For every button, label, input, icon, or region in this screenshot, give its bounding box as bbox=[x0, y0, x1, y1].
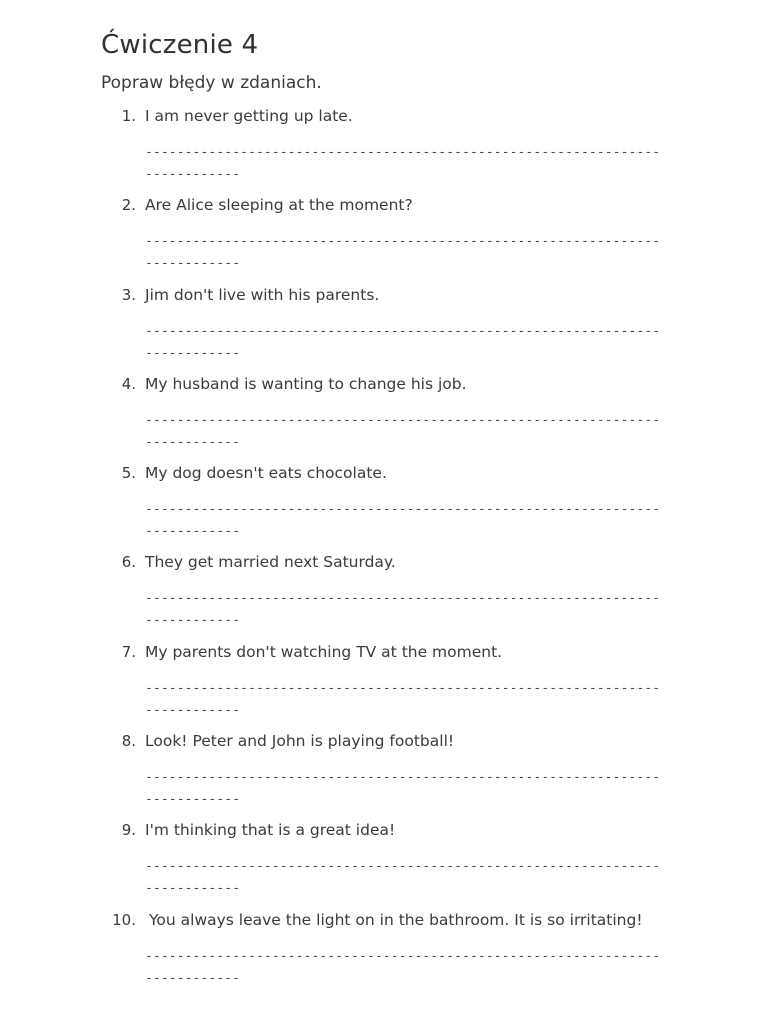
item-sentence: Are Alice sleeping at the moment? bbox=[145, 196, 413, 215]
exercise-item-8 bbox=[0, 729, 768, 818]
answer-line: ----------------------------------------------------------------------------- bbox=[145, 323, 661, 361]
item-sentence: My parents don't watching TV at the moment. bbox=[145, 642, 503, 661]
answer-line: ----------------------------------------------------------------------------- bbox=[145, 412, 661, 450]
item-number: 10. bbox=[112, 910, 136, 929]
item-sentence: My dog doesn't eats chocolate. bbox=[145, 464, 387, 483]
exercise-item-9 bbox=[0, 818, 768, 907]
exercise-item-5 bbox=[0, 461, 768, 550]
answer-line: ----------------------------------------------------------------------------- bbox=[145, 770, 661, 808]
item-number: 8. bbox=[121, 732, 136, 751]
item-sentence: You always leave the light on in the bathroom. It is so irritating! bbox=[149, 910, 643, 929]
item-sentence: Jim don't live with his parents. bbox=[145, 285, 380, 304]
item-sentence: I'm thinking that is a great idea! bbox=[145, 821, 396, 840]
page-title: Ćwiczenie 4 bbox=[101, 30, 259, 60]
item-number: 2. bbox=[121, 196, 136, 215]
item-number: 9. bbox=[121, 821, 136, 840]
exercise-item-1 bbox=[0, 104, 768, 193]
item-number: 6. bbox=[121, 553, 136, 572]
item-number: 7. bbox=[121, 642, 136, 661]
item-number: 4. bbox=[121, 374, 136, 393]
exercise-item-4 bbox=[0, 372, 768, 461]
answer-line: ----------------------------------------------------------------------------- bbox=[145, 234, 661, 272]
answer-line: ----------------------------------------------------------------------------- bbox=[145, 591, 661, 629]
answer-line: ----------------------------------------------------------------------------- bbox=[145, 502, 661, 540]
answer-line: ----------------------------------------------------------------------------- bbox=[145, 859, 661, 897]
item-sentence: Look! Peter and John is playing football! bbox=[145, 732, 455, 751]
exercise-item-2 bbox=[0, 193, 768, 282]
exercise-list bbox=[0, 104, 768, 997]
exercise-item-3 bbox=[0, 283, 768, 372]
item-number: 5. bbox=[121, 464, 136, 483]
answer-line: ----------------------------------------------------------------------------- bbox=[145, 948, 661, 986]
exercise-item-10 bbox=[0, 908, 768, 997]
item-number: 3. bbox=[121, 285, 136, 304]
exercise-item-7 bbox=[0, 640, 768, 729]
item-sentence: My husband is wanting to change his job. bbox=[145, 374, 467, 393]
answer-line: ----------------------------------------------------------------------------- bbox=[145, 680, 661, 718]
item-number: 1. bbox=[121, 107, 136, 125]
answer-line: ----------------------------------------------------------------------------- bbox=[145, 145, 661, 182]
item-sentence: They get married next Saturday. bbox=[145, 553, 396, 572]
exercise-item-6 bbox=[0, 550, 768, 639]
item-sentence: I am never getting up late. bbox=[145, 107, 353, 125]
instruction-text: Popraw błędy w zdaniach. bbox=[101, 73, 322, 93]
